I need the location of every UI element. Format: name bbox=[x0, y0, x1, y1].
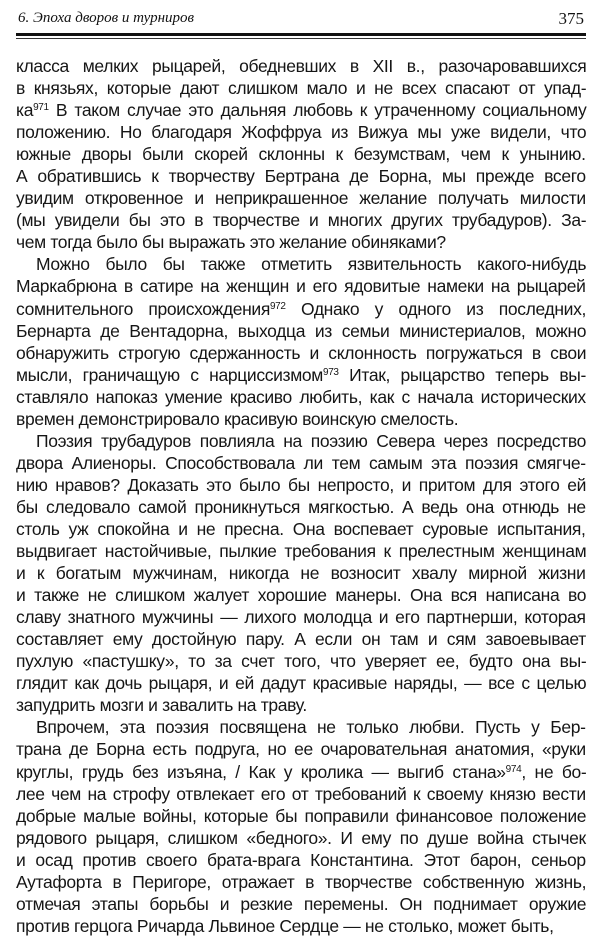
text-line-content: обнаружить строгую сдержанность и склонность погружаться в свои bbox=[16, 342, 587, 363]
text-line bbox=[16, 893, 586, 915]
text-line-content: увидим откровенное и неприкрашенное желание получать милости bbox=[16, 188, 586, 209]
text-line bbox=[16, 518, 586, 540]
text-line bbox=[16, 672, 586, 694]
text-line-content: Бернарта де Вентадорна, выходца из семьи министериалов, можно bbox=[16, 320, 587, 341]
text-line-content: (мы увидели бы это в творчестве и многих других трубадуров). За- bbox=[16, 210, 587, 231]
text-line-content: отмечая этапы борьбы и резкие перемены. Он поднимает оружие bbox=[16, 893, 587, 914]
paragraph bbox=[16, 716, 586, 936]
text-line-content: в князьях, которые дают слишком мало и не всех спасают от упад- bbox=[16, 78, 587, 99]
text-line-content: Впрочем, эта поэзия посвящена не только любви. Пусть у Бер- bbox=[36, 717, 586, 738]
text-line bbox=[16, 540, 586, 562]
text-line-content: Можно было бы также отметить язвительность какого-нибудь bbox=[36, 254, 587, 275]
text-line bbox=[16, 783, 586, 805]
text-line-content: нию нравов? Доказать это было бы непросто, и притом для этого ей bbox=[16, 474, 587, 495]
text-line-content: столь уж спокойна и не пресна. Она воспевает суровые испытания, bbox=[16, 518, 586, 539]
footnote-ref[interactable]: 972 bbox=[269, 300, 286, 312]
text-line-content: и также не слишком жалует хорошие манеры. Она вся написана во bbox=[16, 585, 587, 606]
text-line bbox=[16, 408, 586, 430]
text-line bbox=[16, 562, 586, 584]
text-line-content: добрые малые войны, которые бы поправили финансовое положение bbox=[16, 805, 587, 826]
text-line bbox=[16, 55, 586, 77]
text-line bbox=[16, 209, 586, 231]
text-line bbox=[16, 77, 586, 99]
text-line bbox=[16, 474, 586, 496]
text-line-content: круглы, грудь без изъяна, / Как у кролика — выгиб стана»$^{974}$, не бо- bbox=[16, 761, 587, 782]
paragraph bbox=[16, 55, 586, 253]
text-line bbox=[16, 606, 586, 628]
text-line bbox=[16, 364, 586, 386]
text-line bbox=[16, 231, 586, 253]
text-line bbox=[16, 584, 586, 606]
text-line bbox=[16, 386, 586, 408]
text-line bbox=[16, 694, 586, 716]
text-line bbox=[16, 298, 586, 320]
text-line-content: славу знатного мужчины — лихого молодца и его партнерши, которая bbox=[16, 607, 586, 628]
text-line bbox=[16, 320, 586, 342]
text-line bbox=[16, 187, 586, 209]
text-line bbox=[16, 805, 586, 827]
text-line bbox=[16, 628, 586, 650]
text-line-content: и к богатым мужчинам, никогда не возносит хвалу мирной жизни bbox=[16, 563, 586, 584]
paragraph bbox=[16, 253, 586, 429]
text-line-content: времен демонстрировало красивую воинскую смелость. bbox=[16, 408, 459, 429]
body-text bbox=[16, 55, 586, 937]
text-line bbox=[16, 342, 586, 364]
text-line-content: мысли, граничащую с нарциссизмом$^{973}$ Итак, рыцарство теперь вы- bbox=[16, 364, 586, 385]
text-line-content: Маркабрюна в сатире на женщин и его ядовитые намеки на рыцарей bbox=[16, 276, 586, 297]
text-line-content: лее чем на строфу отвлекает его от требований к своему князю вести bbox=[16, 783, 586, 804]
footnote-ref[interactable]: 971 bbox=[33, 102, 49, 114]
text-line-content: выдвигает настойчивые, пылкие требования к прелестным женщинам bbox=[16, 541, 587, 562]
text-line-content: ка$^{971}$ В таком случае это дальняя любовь к утраченному социальному bbox=[16, 100, 587, 121]
text-line bbox=[16, 165, 586, 187]
text-line-content: сомнительного происхождения$^{972}$ Однако у одного из последних, bbox=[16, 298, 587, 319]
paragraph bbox=[16, 430, 586, 717]
header-rule-thick bbox=[16, 33, 586, 36]
text-line bbox=[16, 430, 586, 452]
text-line-content: рядового рыцаря, слишком «бедного». И ему по душе война стычек bbox=[16, 827, 586, 848]
text-line-content: Аутафорта в Перигоре, отражает в творчестве собственную жизнь, bbox=[16, 871, 587, 892]
text-line-content: пухлую «пастушку», то за счет того, что уверяет ее, будто она вы- bbox=[16, 651, 587, 672]
text-line bbox=[16, 738, 586, 760]
text-line bbox=[16, 121, 586, 143]
page-number: 375 bbox=[558, 9, 584, 28]
text-line bbox=[16, 452, 586, 474]
text-line-content: двора Алиеноры. Способствовала ли тем самым эта поэзия смягче- bbox=[16, 452, 586, 473]
text-line bbox=[16, 761, 586, 783]
text-line-content: запудрить мозги и завалить на траву. bbox=[16, 695, 307, 716]
text-line-content: класса мелких рыцарей, обедневших в XII в., разочаровавшихся bbox=[16, 56, 587, 76]
text-line-content: трана де Борна есть подруга, но ее очаровательная анатомия, «руки bbox=[16, 739, 586, 760]
text-line-content: и осад против своего брата-врага Константина. Этот барон, сеньор bbox=[16, 849, 586, 870]
text-line bbox=[16, 496, 586, 518]
footnote-ref[interactable]: 974 bbox=[505, 763, 522, 775]
text-line-content: Поэзия трубадуров повлияла на поэзию Севера через посредство bbox=[36, 430, 586, 451]
text-line bbox=[16, 871, 586, 893]
text-line bbox=[16, 253, 586, 275]
text-line bbox=[16, 849, 586, 871]
text-line bbox=[16, 827, 586, 849]
text-line-content: против герцога Ричарда Львиное Сердце — не столько, может быть, bbox=[16, 915, 554, 936]
text-line-content: чем тогда было бы выражать это желание обиняками? bbox=[16, 232, 446, 253]
footnote-ref[interactable]: 973 bbox=[322, 366, 339, 378]
text-line-content: бы следовало самой проникнуться мягкостью. А ведь она отнюдь не bbox=[16, 496, 586, 517]
text-line-content: глядит как дочь рыцаря, и ей дадут красивые наряды, — все с целью bbox=[16, 673, 587, 694]
text-line bbox=[16, 716, 586, 738]
text-line bbox=[16, 915, 586, 937]
text-line-content: положению. Но благодаря Жоффруа из Вижуа мы уже видели, что bbox=[16, 122, 587, 143]
text-line bbox=[16, 143, 586, 165]
running-head: 6. Эпоха дворов и турниров bbox=[18, 10, 195, 26]
page-header bbox=[16, 6, 586, 30]
text-line-content: южные дворы были скорей склонны к безумствам, чем к унынию. bbox=[16, 144, 586, 165]
text-line bbox=[16, 99, 586, 121]
text-line-content: ставляло напоказ умение красиво любить, как с начала исторических bbox=[16, 386, 586, 407]
text-line-content: составляет ему достойную пару. А если он там и сям завоевывает bbox=[16, 629, 586, 650]
header-rule-thin bbox=[16, 38, 586, 39]
text-line bbox=[16, 650, 586, 672]
text-line bbox=[16, 275, 586, 297]
text-line-content: А обратившись к творчеству Бертрана де Борна, мы прежде всего bbox=[16, 166, 586, 187]
